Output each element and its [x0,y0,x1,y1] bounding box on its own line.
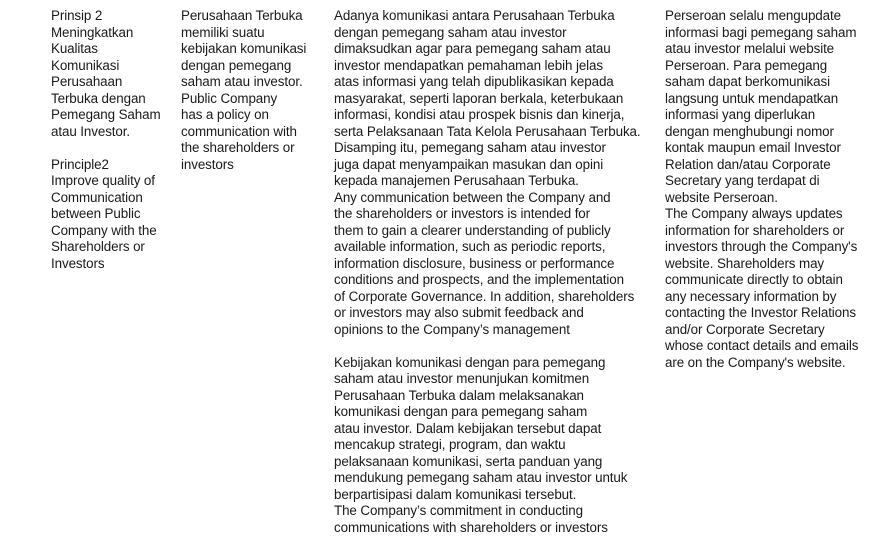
explanation-column [334,8,656,536]
explanation-paragraph-2-en: The Company’s commitment in conducting communications with shareholders or investors [334,503,608,535]
explanation-paragraph-1-en: Any communication between the Company and the shareholders or investors is intended for them to gain a clearer understanding of publicly available information, such as periodic reports, information disclosure, business or performance conditions and prospects, and the implementation of Corporate Governance. In addition, shareholders or investors may also submit feedback and opinions to the Company’s management [334,189,635,337]
principle-text-id: Prinsip 2 Meningkatkan Kualitas Komunikasi Perusahaan Terbuka dengan Pemegang Saham atau Investor. [51,8,161,139]
recommendation-column [181,8,323,173]
recommendation-text-id: Perusahaan Terbuka memiliki suatu kebijakan komunikasi dengan pemegang saham atau investor. [181,8,307,89]
principle-text-en: Principle2 Improve quality of Communication between Public Company with the Shareholders or Investors [51,156,157,271]
principle-column [51,8,173,272]
implementation-text-en: The Company always updates information for shareholders or investors through the Company's website. Shareholders may communicate directly to obtain any necessary information by contacting the Investor Relations and/or Corporate Secretary whose contact details and emails are on the Company's website. [665,206,859,370]
paragraph-gap [334,338,656,355]
explanation-paragraph-1-id: Adanya komunikasi antara Perusahaan Terbuka dengan pemegang saham atau investor dimaksudkan agar para pemegang saham atau investor mendapatkan pemahaman lebih jelas atas informasi yang telah dipublikasikan kepada masyarakat, seperti laporan berkala, keterbukaan informasi, kondisi atau prospek bisnis dan kinerja, serta Pelaksanaan Tata Kelola Perusahaan Terbuka. Disamping itu, pemegang saham atau investor juga dapat menyampaikan masukan dan opini kepada manajemen Perusahaan Terbuka. [334,8,641,188]
paragraph-gap [51,140,173,157]
implementation-text-id: Perseroan selalu mengupdate informasi bagi pemegang saham atau investor melalui website Perseroan. Para pemegang saham dapat berkomunikasi langsung untuk mendapatkan informasi yang diperlukan dengan menghubungi nomor kontak maupun email Investor Relation dan/atau Corporate Secretary yang terdapat di website Perseroan. [665,8,857,205]
recommendation-text-en: Public Company has a policy on communication with the shareholders or investors [181,90,297,172]
explanation-paragraph-2-id: Kebijakan komunikasi dengan para pemegang saham atau investor menunjukan komitmen Perusahaan Terbuka dalam melaksanakan komunikasi dengan para pemegang saham atau investor. Dalam kebijakan tersebut dapat mencakup strategi, program, dan waktu pelaksanaan komunikasi, serta panduan yang mendukung pemegang saham atau investor untuk berpartisipasi dalam komunikasi tersebut. [334,354,628,502]
implementation-column [665,8,875,371]
